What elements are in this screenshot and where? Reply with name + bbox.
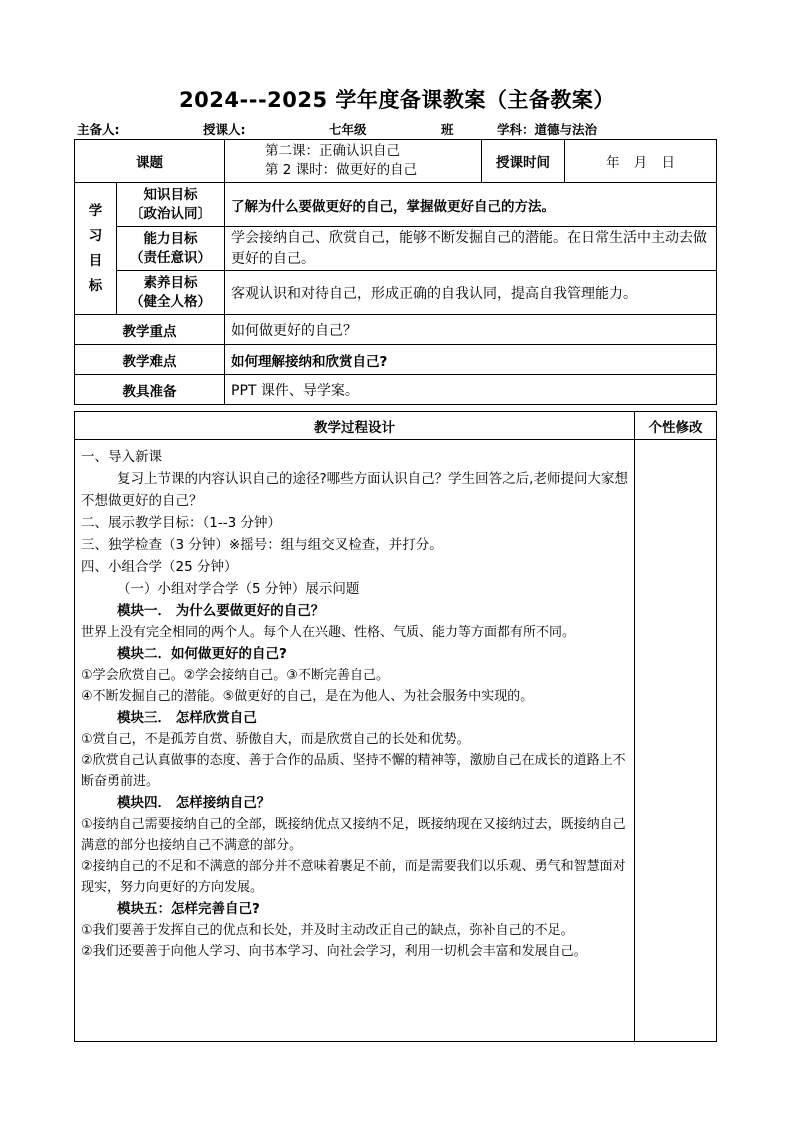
module-heading: 模块一． 为什么要做更好的自己？ xyxy=(117,603,325,619)
process-header-row xyxy=(75,412,717,440)
process-line: ①赏自己，不是孤芳自赏、骄傲自大，而是欣赏自己的长处和优势。 xyxy=(81,732,470,747)
module-heading: 模块五：怎样完善自己? xyxy=(117,901,260,917)
process-header: 教学过程设计 xyxy=(75,412,635,440)
time-label: 授课时间 xyxy=(482,140,565,183)
knowledge-goal-label: 知识目标 〔政治认同〕 xyxy=(117,183,225,227)
goal-row-literacy xyxy=(75,271,717,315)
key-point-text: 如何做更好的自己？ xyxy=(225,315,717,345)
process-content xyxy=(75,440,635,1042)
process-line: ②欣赏自己认真做事的态度、善于合作的品质、坚持不懈的精神等，激励自己在成长的道路上不断奋勇前进。 xyxy=(81,753,626,789)
process-line: 三、独学检查（3 分钟）※摇号：组与组交叉检查，并打分。 xyxy=(81,537,443,553)
module-heading: 模块二．如何做更好的自己? xyxy=(117,646,287,662)
prep-text: PPT 课件、导学案。 xyxy=(225,375,717,405)
topic-cell xyxy=(225,140,482,183)
goals-group-label: 学 习 目 标 xyxy=(75,183,117,315)
difficulty-row xyxy=(75,345,717,375)
topic-line-1: 第二课：正确认识自己 xyxy=(265,143,400,159)
process-line: （一）小组对学合学（5 分钟）展示问题 xyxy=(117,581,360,597)
process-line: ②接纳自己的不足和不满意的部分并不意味着裹足不前，而是需要我们以乐观、勇气和智慧面对现实，努力向更好的方向发展。 xyxy=(81,859,626,895)
process-line: ①我们要善于发挥自己的优点和长处，并及时主动改正自己的缺点，弥补自己的不足。 xyxy=(81,923,574,938)
knowledge-goal-text: 了解为什么要做更好的自己，掌握做更好自己的方法。 xyxy=(225,183,717,227)
date-cell: 年 月 日 xyxy=(565,140,717,183)
key-point-label: 教学重点 xyxy=(75,315,225,345)
module-heading: 模块三． 怎样欣赏自己 xyxy=(117,710,257,726)
module-heading: 模块四． 怎样接纳自己？ xyxy=(117,795,271,811)
process-line: 四、小组合学（25 分钟） xyxy=(81,559,238,575)
process-line: ④不断发掘自己的潜能。⑤做更好的自己，是在为他人、为社会服务中实现的。 xyxy=(81,689,534,704)
process-line: ②我们还要善于向他人学习、向书本学习、向社会学习，利用一切机会丰富和发展自己。 xyxy=(81,944,587,959)
subject-label: 学科：道德与法治 xyxy=(497,122,598,137)
difficulty-label: 教学难点 xyxy=(75,345,225,375)
literacy-goal-label: 素养目标 （健全人格） xyxy=(117,271,225,315)
key-point-row xyxy=(75,315,717,345)
side-header: 个性修改 xyxy=(635,412,717,440)
meta-row xyxy=(77,120,717,138)
difficulty-text: 如何理解接纳和欣赏自己? xyxy=(225,345,717,375)
goal-row-ability xyxy=(75,227,717,271)
class-label: 班 xyxy=(441,122,454,137)
process-table xyxy=(74,411,717,1042)
lesson-header-table xyxy=(74,139,717,405)
ability-goal-label: 能力目标 （责任意识） xyxy=(117,227,225,271)
process-line: ①接纳自己需要接纳自己的全部，既接纳优点又接纳不足，既接纳现在又接纳过去，既接纳自己满意的部分也接纳自己不满意的部分。 xyxy=(81,817,626,853)
goal-row-knowledge xyxy=(75,183,717,227)
topic-line-2: 第 2 课时：做更好的自己 xyxy=(265,162,418,178)
process-line: 一、导入新课 xyxy=(81,449,162,465)
ability-goal-text: 学会接纳自己、欣赏自己，能够不断发掘自己的潜能。在日常生活中主动去做更好的自己。 xyxy=(225,227,717,271)
preparer-label: 主备人: xyxy=(77,122,120,137)
page-title: 2024---2025 学年度备课教案（主备教案） xyxy=(179,88,615,112)
process-line: ①学会欣赏自己。②学会接纳自己。③不断完善自己。 xyxy=(81,668,389,683)
prep-row xyxy=(75,375,717,405)
process-body-row xyxy=(75,440,717,1042)
process-line: 复习上节课的内容认识自己的途径?哪些方面认识自己？学生回答之后,老师提问大家想不想做更好的自己？ xyxy=(81,471,628,509)
prep-label: 教具准备 xyxy=(75,375,225,405)
topic-label: 课题 xyxy=(75,140,225,183)
teacher-label: 授课人: xyxy=(203,122,246,137)
topic-row xyxy=(75,140,717,183)
literacy-goal-text: 客观认识和对待自己，形成正确的自我认同，提高自我管理能力。 xyxy=(225,271,717,315)
personal-notes-cell xyxy=(635,440,717,1042)
process-line: 世界上没有完全相同的两个人。每个人在兴趣、性格、气质、能力等方面都有所不同。 xyxy=(81,625,576,640)
grade-label: 七年级 xyxy=(329,122,367,137)
process-line: 二、展示教学目标：（1--3 分钟） xyxy=(81,515,281,531)
